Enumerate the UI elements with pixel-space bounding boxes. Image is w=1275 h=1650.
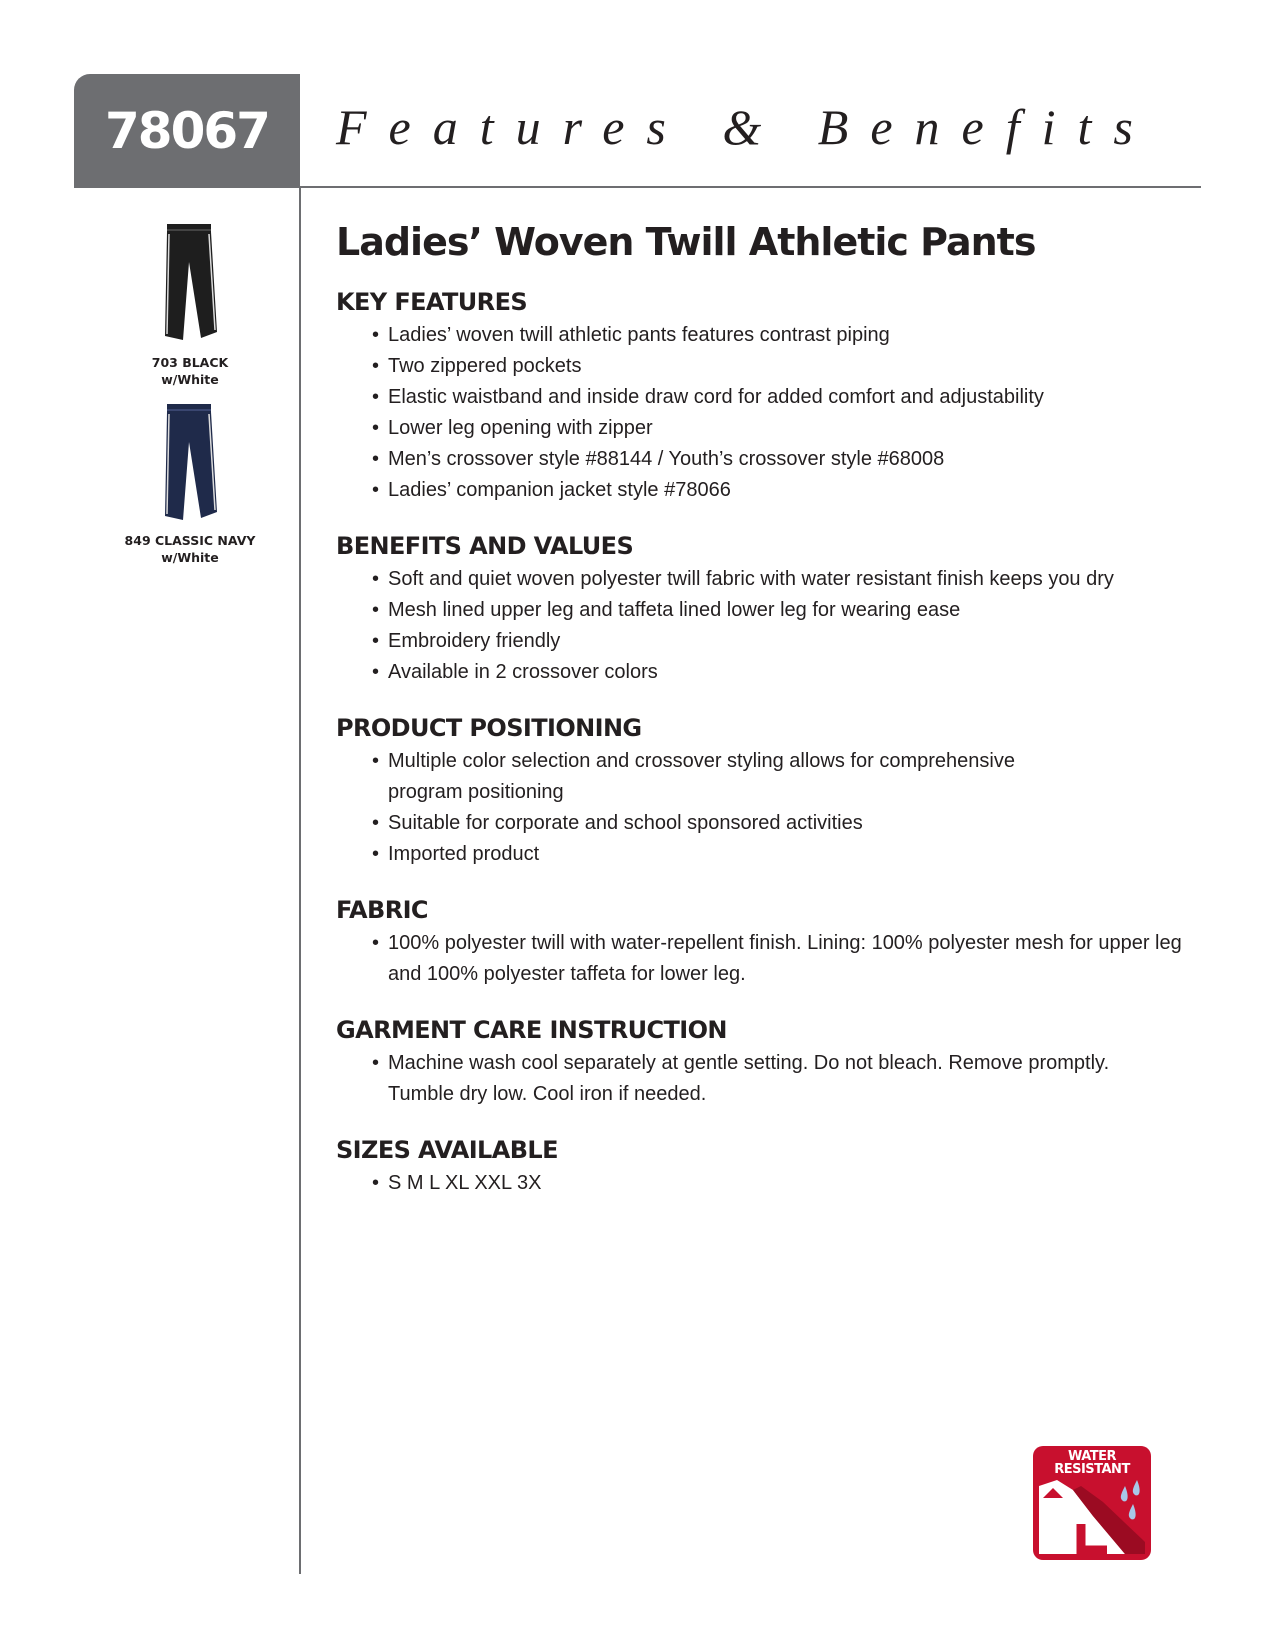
section-care (336, 1016, 1196, 1110)
swatch-code: 703 BLACK (151, 355, 229, 370)
section-title: GARMENT CARE INSTRUCTION (336, 1016, 727, 1044)
column-divider (299, 188, 301, 1574)
product-title: Ladies’ Woven Twill Athletic Pants (336, 220, 1036, 264)
list-item: • Mesh lined upper leg and taffeta lined lower leg for wearing ease (372, 595, 1196, 626)
list-item: • Multiple color selection and crossover styling allows for comprehensive program positioning (372, 746, 1196, 808)
swatch-black (120, 222, 260, 388)
list-item: • Ladies’ companion jacket style #78066 (372, 475, 1196, 506)
swatch-trim: w/White (161, 372, 219, 387)
swatch-trim: w/White (161, 550, 219, 565)
style-number-tab (74, 74, 300, 188)
list-item: • Elastic waistband and inside draw cord for added comfort and adjustability (372, 382, 1196, 413)
list-item: • Available in 2 crossover colors (372, 657, 1196, 688)
section-key-features (336, 288, 1196, 506)
list-item: • 100% polyester twill with water-repellent finish. Lining: 100% polyester mesh for upper leg and 100% polyester taffeta for lower leg. (372, 928, 1196, 990)
section-title: PRODUCT POSITIONING (336, 714, 642, 742)
list-item: • Two zippered pockets (372, 351, 1196, 382)
water-resistant-badge (1033, 1446, 1151, 1560)
list-item: • Suitable for corporate and school sponsored activities (372, 808, 1196, 839)
section-sizes (336, 1136, 1196, 1199)
section-title: SIZES AVAILABLE (336, 1136, 558, 1164)
section-positioning (336, 714, 1196, 870)
badge-label: WATER RESISTANT (1054, 1449, 1130, 1477)
list-item: • Men’s crossover style #88144 / Youth’s crossover style #68008 (372, 444, 1196, 475)
swatch-code: 849 CLASSIC NAVY (124, 533, 256, 548)
pants-black-image (155, 222, 225, 344)
list-item: • Imported product (372, 839, 1196, 870)
list-item: • Machine wash cool separately at gentle setting. Do not bleach. Remove promptly. Tumble dry low. Cool iron if needed. (372, 1048, 1196, 1110)
section-benefits (336, 532, 1196, 688)
list-item: • Lower leg opening with zipper (372, 413, 1196, 444)
swatch-navy (116, 402, 264, 566)
water-drops-icon (1033, 1446, 1151, 1560)
section-title: BENEFITS AND VALUES (336, 532, 634, 560)
list-item: • Soft and quiet woven polyester twill fabric with water resistant finish keeps you dry (372, 564, 1196, 595)
style-number: 78067 (105, 102, 269, 160)
section-title: KEY FEATURES (336, 288, 528, 316)
header-divider (300, 186, 1201, 188)
list-item: • Ladies’ woven twill athletic pants features contrast piping (372, 320, 1196, 351)
section-title: FABRIC (336, 896, 428, 924)
section-fabric (336, 896, 1196, 990)
list-item: • S M L XL XXL 3X (372, 1168, 1196, 1199)
features-content (336, 212, 1196, 1225)
pants-navy-image (155, 402, 225, 524)
list-item: • Embroidery friendly (372, 626, 1196, 657)
section-heading: Features & Benefits (336, 99, 1155, 155)
